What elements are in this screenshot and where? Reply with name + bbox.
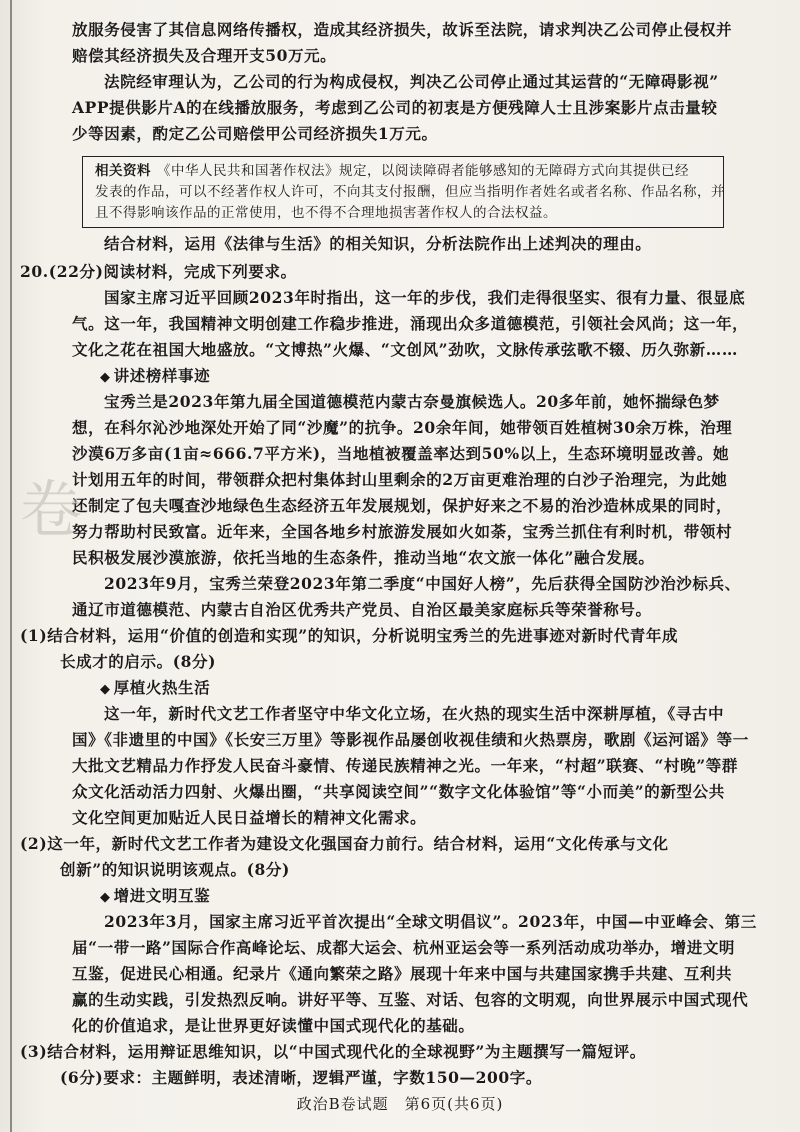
sec1-line-1: 宝秀兰是2023年第九届全国道德模范内蒙古奈曼旗候选人。20多年前，她怀揣绿色梦 (104, 392, 720, 411)
sec1-line-8: 2023年9月，宝秀兰荣登2023年第二季度“中国好人榜”，先后获得全国防沙治沙标兵、 (104, 574, 741, 593)
related-tag: 相关资料 (95, 163, 151, 179)
sec1-line-2: 想，在科尔沁沙地深处开始了同“沙魔”的抗争。20余年间，她带领百姓植树30余万株，治理 (72, 418, 733, 437)
q20-intro-1: 国家主席习近平回顾2023年时指出，这一年的步伐，我们走得很坚实、很有力量、很显底 (104, 288, 746, 307)
sec1-line-5: 还制定了包夫嘎查沙地绿色生态经济五年发展规划，保护好来之不易的治沙造林成果的同时， (72, 496, 733, 515)
page-footer: 政治B卷试题 第6页(共6页) (296, 1095, 504, 1113)
question-2-line-1: (2)这一年，新时代文艺工作者为建设文化强国奋力前行。结合材料，运用“文化传承与文化 (20, 834, 669, 853)
question-2-line-2: 创新”的知识说明该观点。(8分) (60, 860, 290, 879)
related-line-2: 发表的作品，可以不经著作权人许可，不向其支付报酬，但应当指明作者姓名或者名称、作品名称，并 (95, 184, 725, 200)
section-3-heading (100, 886, 778, 908)
section-2-title: 厚植火热生活 (113, 678, 211, 697)
question-3-line-2: (6分)要求：主题鲜明，表述清晰，逻辑严谨，字数150—200字。 (60, 1068, 542, 1087)
case-line-4: APP提供影片A的在线播放服务，考虑到乙公司的初衷是方便残障人士且涉案影片点击量较 (72, 98, 718, 117)
case-line-1: 放服务侵害了其信息网络传播权，造成其经济损失，故诉至法院，请求判决乙公司停止侵权并 (72, 20, 733, 39)
section-3-title: 增进文明互鉴 (113, 886, 211, 905)
related-line-3: 且不得影响该作品的正常使用，也不得不合理地损害著作权人的合法权益。 (95, 205, 557, 221)
case-line-2: 赔偿其经济损失及合理开支50万元。 (72, 46, 337, 65)
section-1-heading (100, 366, 778, 388)
sec2-line-3: 大批文艺精品力作抒发人民奋斗豪情、传递民族精神之光。一年来，“村超”联赛、“村晚”等群 (72, 756, 738, 775)
sec2-line-4: 众文化活动活力四射、火爆出圈，“共享阅读空间”“数字文化体验馆”等“小而美”的新型公共 (72, 782, 725, 801)
q20-intro-2: 气。这一年，我国精神文明创建工作稳步推进，涌现出众多道德模范，引领社会风尚；这一年， (72, 314, 749, 333)
diamond-icon: ◆ (100, 682, 111, 697)
sec1-line-9: 通辽市道德模范、内蒙古自治区优秀共产党员、自治区最美家庭标兵等荣誉称号。 (72, 600, 652, 619)
q20-intro-3: 文化之花在祖国大地盛放。“文博热”火爆、“文创风”劲吹，文脉传承弦歌不辍、历久弥新…… (72, 340, 738, 359)
case-line-3: 法院经审理认为，乙公司的行为构成侵权，判决乙公司停止通过其运营的“无障碍影视” (104, 72, 719, 91)
related-material-box (82, 156, 724, 228)
sec1-line-4: 计划用五年的时间，带领群众把村集体封山里剩余的2万亩更难治理的白沙子治理完，为此她 (72, 470, 728, 489)
q20-header: 20.(22分)阅读材料，完成下列要求。 (20, 262, 297, 281)
sec2-line-2: 国》《非遗里的中国》《长安三万里》等影视作品屡创收视佳绩和火热票房，歌剧《运河谣》等一 (72, 730, 749, 749)
sec3-line-2: 届“一带一路”国际合作高峰论坛、成都大运会、杭州亚运会等一系列活动成功举办，增进文明 (72, 938, 736, 957)
sec1-line-3: 沙漠6万多亩(1亩≈666.7平方米)，当地植被覆盖率达到50%以上，生态环境明显改善。她 (72, 444, 730, 463)
sec3-line-1: 2023年3月，国家主席习近平首次提出“全球文明倡议”。2023年，中国—中亚峰会、第三 (104, 912, 757, 931)
question-3-line-1: (3)结合材料，运用辩证思维知识，以“中国式现代化的全球视野”为主题撰写一篇短评。 (20, 1042, 646, 1061)
q19-task: 结合材料，运用《法律与生活》的相关知识，分析法院作出上述判决的理由。 (104, 234, 652, 253)
question-1-line-1: (1)结合材料，运用“价值的创造和实现”的知识，分析说明宝秀兰的先进事迹对新时代青年成 (20, 626, 679, 645)
section-2-heading (100, 678, 778, 700)
diamond-icon: ◆ (100, 890, 111, 905)
case-line-5: 少等因素，酌定乙公司赔偿甲公司经济损失1万元。 (72, 124, 438, 143)
page-binding-edge (10, 0, 12, 1132)
sec1-line-7: 民积极发展沙漠旅游，依托当地的生态条件，推动当地“农文旅一体化”融合发展。 (72, 548, 655, 567)
sec2-line-1: 这一年，新时代文艺工作者坚守中华文化立场，在火热的现实生活中深耕厚植，《寻古中 (104, 704, 725, 723)
section-1-title: 讲述榜样事迹 (113, 366, 211, 385)
diamond-icon: ◆ (100, 370, 111, 385)
related-line-1 (95, 161, 715, 181)
question-1-line-2: 长成才的启示。(8分) (60, 652, 217, 671)
sec1-line-6: 努力帮助村民致富。近年来，全国各地乡村旅游发展如火如荼，宝秀兰抓住有利时机，带领村 (72, 522, 733, 541)
sec3-line-3: 互鉴，促进民心相通。纪录片《通向繁荣之路》展现十年来中国与共建国家携手共建、互利共 (72, 964, 733, 983)
watermark-stamp: 卷 (20, 473, 83, 546)
sec3-line-4: 赢的生动实践，引发热烈反响。讲好平等、互鉴、对话、包容的文明观，向世界展示中国式现代 (72, 990, 749, 1009)
sec3-line-5: 化的价值追求，是让世界更好读懂中国式现代化的基础。 (72, 1016, 475, 1035)
sec2-line-5: 文化空间更加贴近人民日益增长的精神文化需求。 (72, 808, 427, 827)
related-text-1: 《中华人民共和国著作权法》规定，以阅读障碍者能够感知的无障碍方式向其提供已经 (157, 163, 689, 179)
